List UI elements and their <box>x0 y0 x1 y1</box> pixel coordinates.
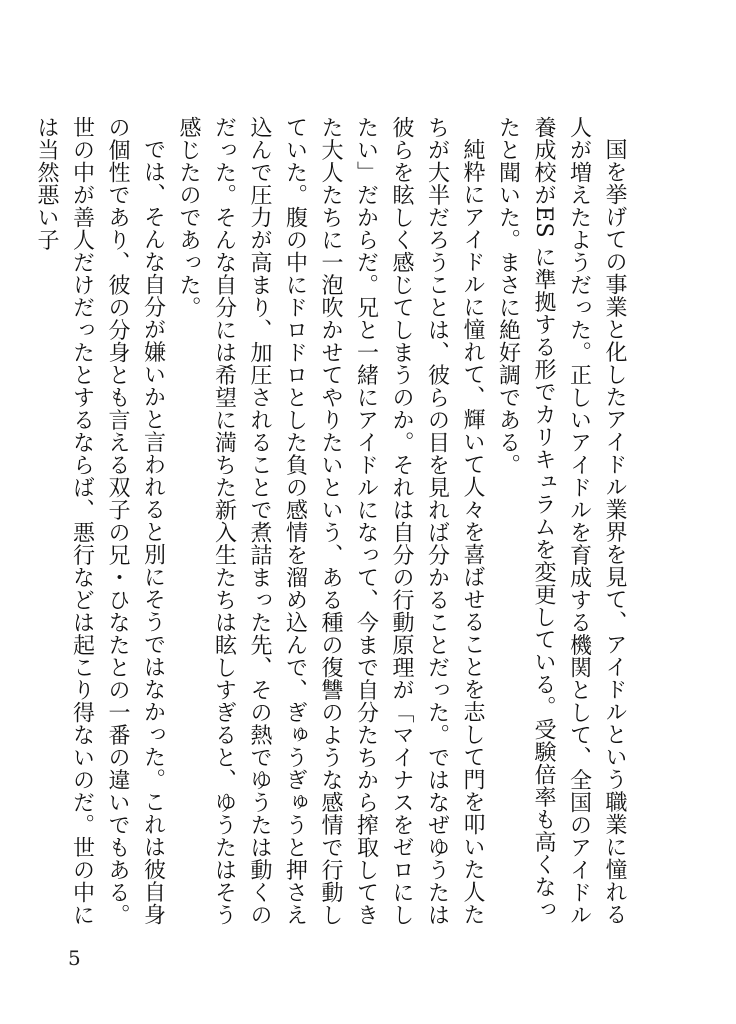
paragraph-1: 国を挙げての事業と化したアイドル業界を見て、アイドルという職業に憧れる人が増えたようだった。正しいアイドルを育成する機関として、全国のアイドル養成校がES に準拠する形でカリキュラムを変更している。受験倍率も高くなったと聞いた。まさに絶好調である。 <box>495 116 627 926</box>
page-number: 5 <box>68 946 81 970</box>
paragraph-2: 純粋にアイドルに憧れて、輝いて人々を喜ばせることを志して門を叩いた人たちが大半だろうことは、彼らの目を見れば分かることだった。ではなぜゆうたは彼らを眩しく感じてしまうのか。それは自分の行動原理が「マイナスをゼロにしたい」だからだ。兄と一緒にアイドルになって、今まで自分たちから搾取してきた大人たちに一泡吹かせてやりたいという、ある種の復讐のような感情で行動していた。腹の中にドロドロとした負の感情を溜め込んで、ぎゅうぎゅうと押さえ込んで圧力が高まり、加圧されることで煮詰まった先、その熱でゆうたは動くのだった。そんな自分には希望に満ちた新入生たちは眩しすぎると、ゆうたはそう感じたのであった。 <box>176 116 485 926</box>
paragraph-3: では、そんな自分が嫌いかと言われると別にそうではなかった。これは彼自身の個性であり、彼の分身とも言える双子の兄・ひなたとの一番の違いでもある。世の中が善人だけだったとするならば、悪行などは起こり得ないのだ。世の中には当然悪い子 <box>34 116 166 926</box>
vertical-text-body <box>29 116 633 928</box>
